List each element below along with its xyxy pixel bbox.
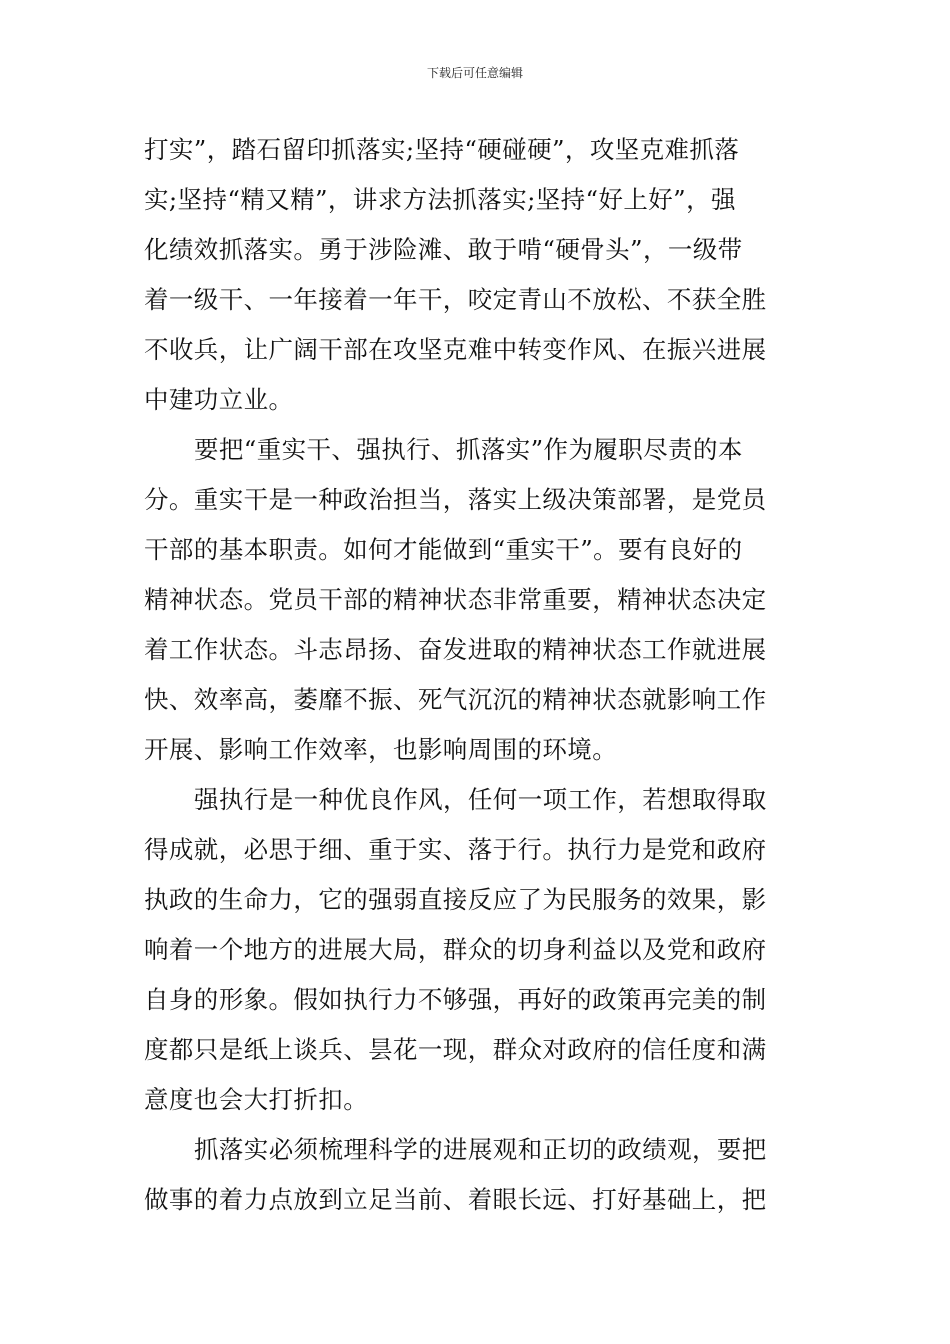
text-line: 开展、影响工作效率，也影响周围的环境。 <box>144 735 618 764</box>
page-header: 下载后可任意编辑 <box>426 66 523 80</box>
text-line: 中建功立业。 <box>144 385 294 414</box>
paragraph-first-line: 要把“重实干、强执行、抓落实”作为履职尽责的本 <box>194 435 743 464</box>
text-line: 分。重实干是一种政治担当，落实上级决策部署，是党员 <box>144 485 767 514</box>
text-line: 自身的形象。假如执行力不够强，再好的政策再完美的制 <box>144 985 767 1014</box>
text-line: 执政的生命力，它的强弱直接反应了为民服务的效果，影 <box>144 885 767 914</box>
text-line: 快、效率高，萎靡不振、死气沉沉的精神状态就影响工作 <box>144 685 767 714</box>
text-line: 意度也会大打折扣。 <box>144 1085 369 1114</box>
text-line: 度都只是纸上谈兵、昙花一现，群众对政府的信任度和满 <box>144 1035 767 1064</box>
text-line: 着工作状态。斗志昂扬、奋发进取的精神状态工作就进展 <box>144 635 767 664</box>
text-line: 精神状态。党员干部的精神状态非常重要，精神状态决定 <box>144 585 767 614</box>
text-line: 化绩效抓落实。勇于涉险滩、敢于啃“硬骨头”，一级带 <box>144 235 743 264</box>
text-line: 得成就，必思于细、重于实、落于行。执行力是党和政府 <box>144 835 767 864</box>
paragraph-first-line: 抓落实必须梳理科学的进展观和正切的政绩观，要把 <box>194 1135 767 1164</box>
body-text <box>144 125 806 1225</box>
text-line: 实;坚持“精又精”，讲求方法抓落实;坚持“好上好”，强 <box>144 185 736 214</box>
text-line: 干部的基本职责。如何才能做到“重实干”。要有良好的 <box>144 535 743 564</box>
text-line: 做事的着力点放到立足当前、着眼长远、打好基础上，把 <box>144 1185 767 1214</box>
paragraph-first-line: 强执行是一种优良作风，任何一项工作，若想取得取 <box>194 785 767 814</box>
text-line: 打实”，踏石留印抓落实;坚持“硬碰硬”，攻坚克难抓落 <box>144 135 740 164</box>
text-line: 不收兵，让广阔干部在攻坚克难中转变作风、在振兴进展 <box>144 335 767 364</box>
text-line: 响着一个地方的进展大局，群众的切身利益以及党和政府 <box>144 935 767 964</box>
text-line: 着一级干、一年接着一年干，咬定青山不放松、不获全胜 <box>144 285 767 314</box>
